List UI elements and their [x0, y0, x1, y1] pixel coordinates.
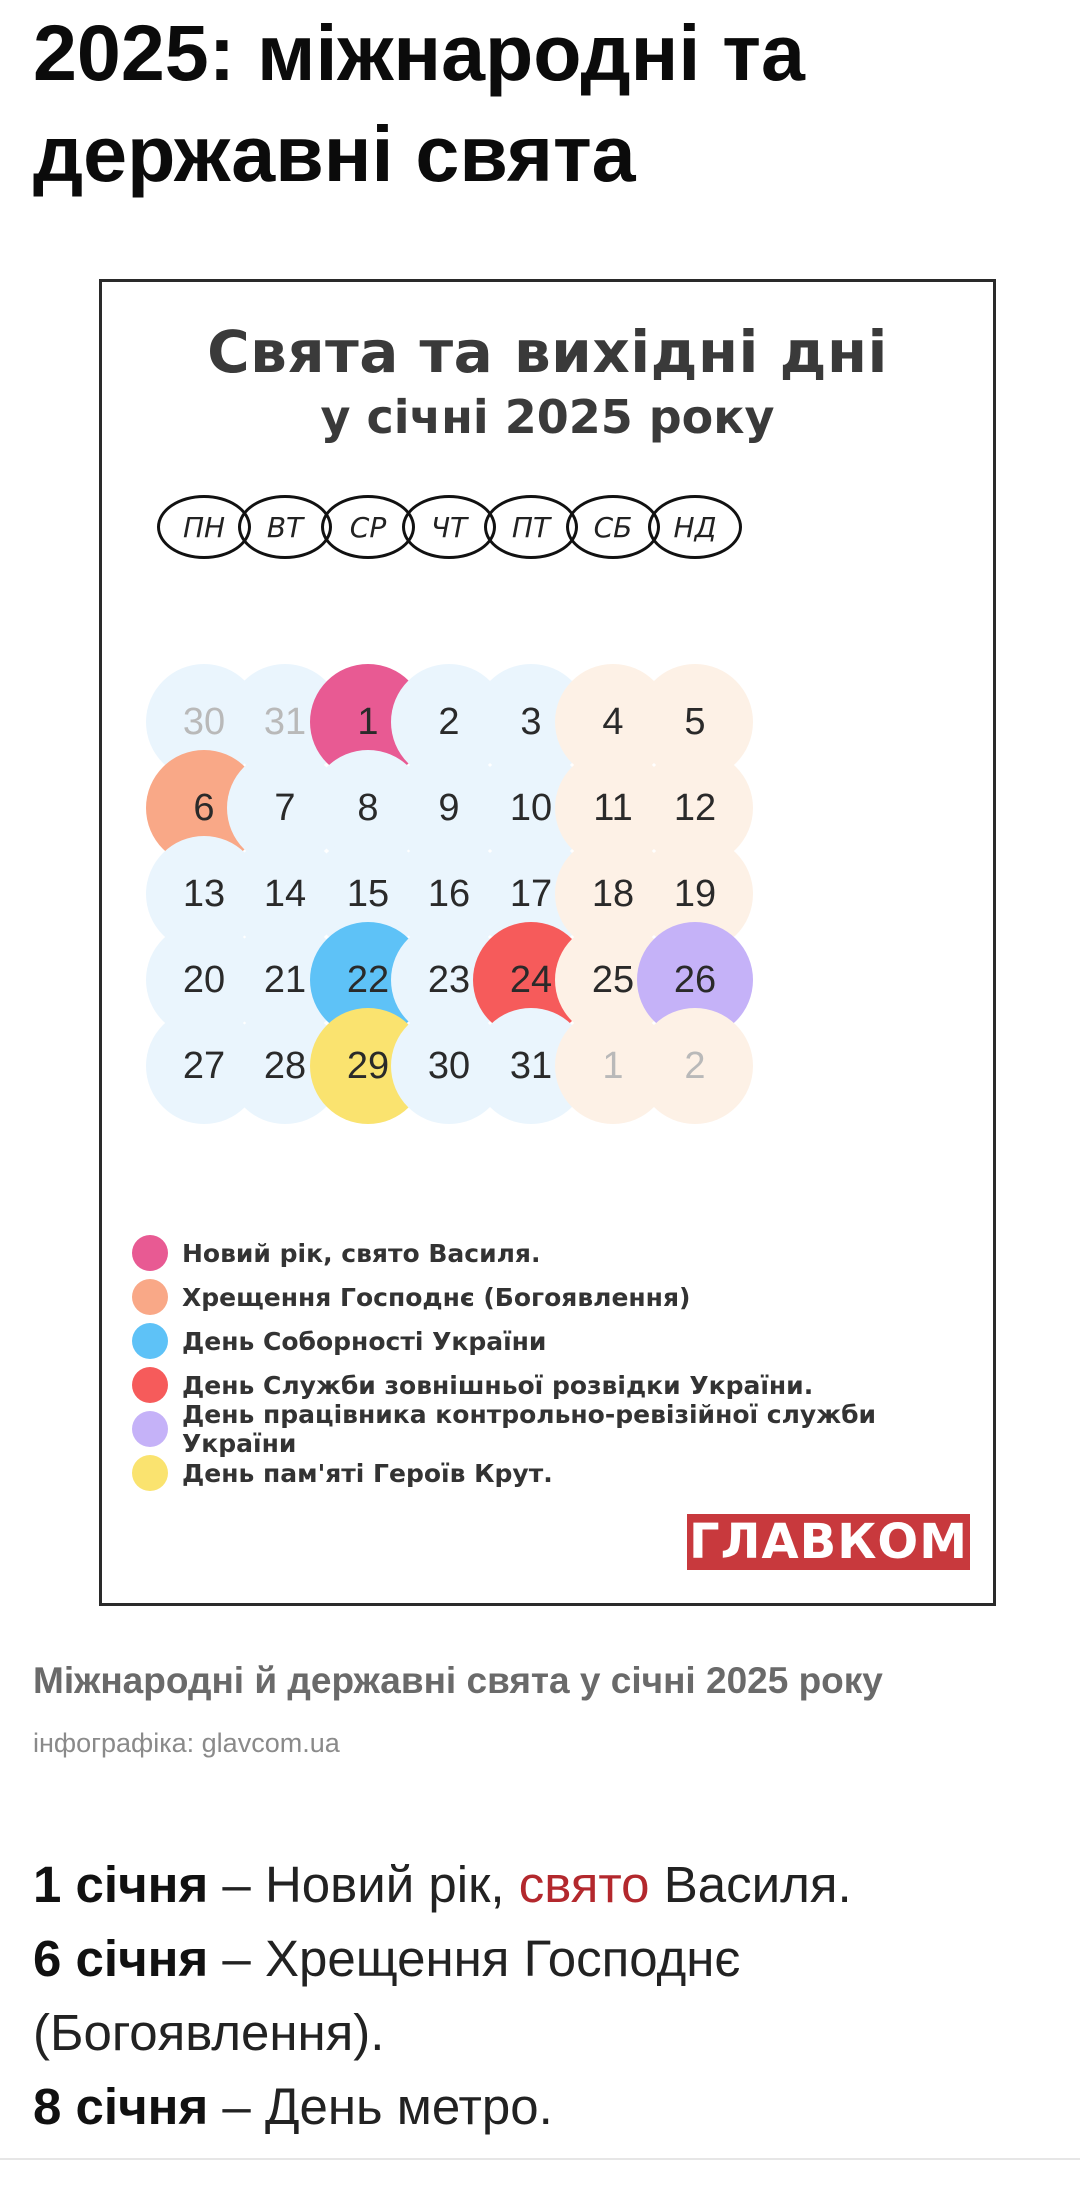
weekday-label: НД: [648, 495, 742, 559]
calendar-day-holiday: 26: [637, 922, 753, 1038]
event-text: Новий рік,: [264, 1856, 519, 1913]
event-date: 6 січня: [33, 1930, 209, 1987]
image-credit: інфографіка: glavcom.ua: [33, 1728, 340, 1758]
legend-text: День пам'яті Героїв Крут.: [182, 1458, 553, 1488]
calendar-day: 28: [227, 1008, 343, 1124]
legend-text: Хрещення Господнє (Богоявлення): [182, 1282, 691, 1312]
event-text: Хрещення Господнє (Богоявлення).: [33, 1930, 741, 2061]
event-item: [33, 1922, 1053, 2070]
legend-color-dot: [132, 1323, 168, 1359]
calendar-day: 13: [146, 836, 262, 952]
legend-color-dot: [132, 1455, 168, 1491]
calendar-day: 20: [146, 922, 262, 1038]
calendar-day-holiday: 6: [146, 750, 262, 866]
logo-text: ГЛАВКОМ: [689, 1514, 968, 1570]
calendar-day: 16: [391, 836, 507, 952]
infographic-title: Свята та вихідні дні: [207, 318, 888, 386]
weekday-label: СР: [321, 495, 415, 559]
calendar-day: 30: [391, 1008, 507, 1124]
event-separator: –: [208, 1930, 265, 1987]
calendar-day: 30: [146, 664, 262, 780]
legend-text: День Соборності України: [182, 1326, 547, 1356]
calendar-day: 9: [391, 750, 507, 866]
legend-text: День Служби зовнішньої розвідки України.: [182, 1370, 814, 1400]
weekday-label: СБ: [566, 495, 660, 559]
calendar-day: 19: [637, 836, 753, 952]
calendar-day: 23: [391, 922, 507, 1038]
weekday-label: ВТ: [238, 495, 332, 559]
calendar-day: 15: [310, 836, 426, 952]
event-date: 8 січня: [33, 2078, 209, 2135]
legend-color-dot: [132, 1367, 168, 1403]
legend-item: [132, 1279, 690, 1315]
calendar-day-holiday: 29: [310, 1008, 426, 1124]
legend-color-dot: [132, 1411, 168, 1447]
infographic-subtitle: у січні 2025 року: [320, 390, 775, 444]
calendar-day: 31: [227, 664, 343, 780]
calendar-day: 27: [146, 1008, 262, 1124]
calendar-day: 12: [637, 750, 753, 866]
calendar-day: 14: [227, 836, 343, 952]
calendar-day: 21: [227, 922, 343, 1038]
calendar-day: 2: [391, 664, 507, 780]
calendar-day-holiday: 1: [310, 664, 426, 780]
events-list: [33, 1848, 1053, 2144]
glavcom-logo: [687, 1514, 970, 1570]
calendar-day: 17: [473, 836, 589, 952]
calendar-day: 4: [555, 664, 671, 780]
event-link[interactable]: свято: [518, 1856, 650, 1913]
calendar-infographic[interactable]: [99, 279, 996, 1606]
legend-text: День працівника контрольно-ревізійної служби України: [182, 1400, 877, 1458]
weekday-label: ПН: [157, 495, 251, 559]
calendar-day: 7: [227, 750, 343, 866]
event-item: [33, 1848, 1053, 1922]
event-text-tail: Василя.: [649, 1856, 852, 1913]
weekday-label: ПТ: [484, 495, 578, 559]
event-date: 1 січня: [33, 1856, 209, 1913]
event-separator: –: [208, 1856, 265, 1913]
calendar-day: 11: [555, 750, 671, 866]
calendar-day: 18: [555, 836, 671, 952]
weekday-label: ЧТ: [402, 495, 496, 559]
legend-color-dot: [132, 1235, 168, 1271]
calendar-day: 1: [555, 1008, 671, 1124]
calendar-day: 3: [473, 664, 589, 780]
event-text: День метро.: [264, 2078, 553, 2135]
calendar-day-holiday: 24: [473, 922, 589, 1038]
calendar-day: 8: [310, 750, 426, 866]
calendar-day: 10: [473, 750, 589, 866]
event-separator: –: [208, 2078, 265, 2135]
calendar-day-holiday: 22: [310, 922, 426, 1038]
legend-item: [132, 1367, 813, 1403]
legend-item: [132, 1323, 546, 1359]
calendar-day: 2: [637, 1008, 753, 1124]
legend-item: [132, 1400, 993, 1458]
legend-item: [132, 1235, 540, 1271]
legend-item: [132, 1455, 553, 1491]
calendar-day: 25: [555, 922, 671, 1038]
bottom-divider: [0, 2158, 1080, 2160]
page-title: 2025: міжнародні та державні свята: [33, 8, 805, 198]
legend-text: Новий рік, свято Василя.: [182, 1238, 541, 1268]
calendar-day: 31: [473, 1008, 589, 1124]
calendar-day: 5: [637, 664, 753, 780]
event-item: [33, 2070, 1053, 2144]
legend-color-dot: [132, 1279, 168, 1315]
image-caption: Міжнародні й державні свята у січні 2025 року: [33, 1660, 883, 1701]
